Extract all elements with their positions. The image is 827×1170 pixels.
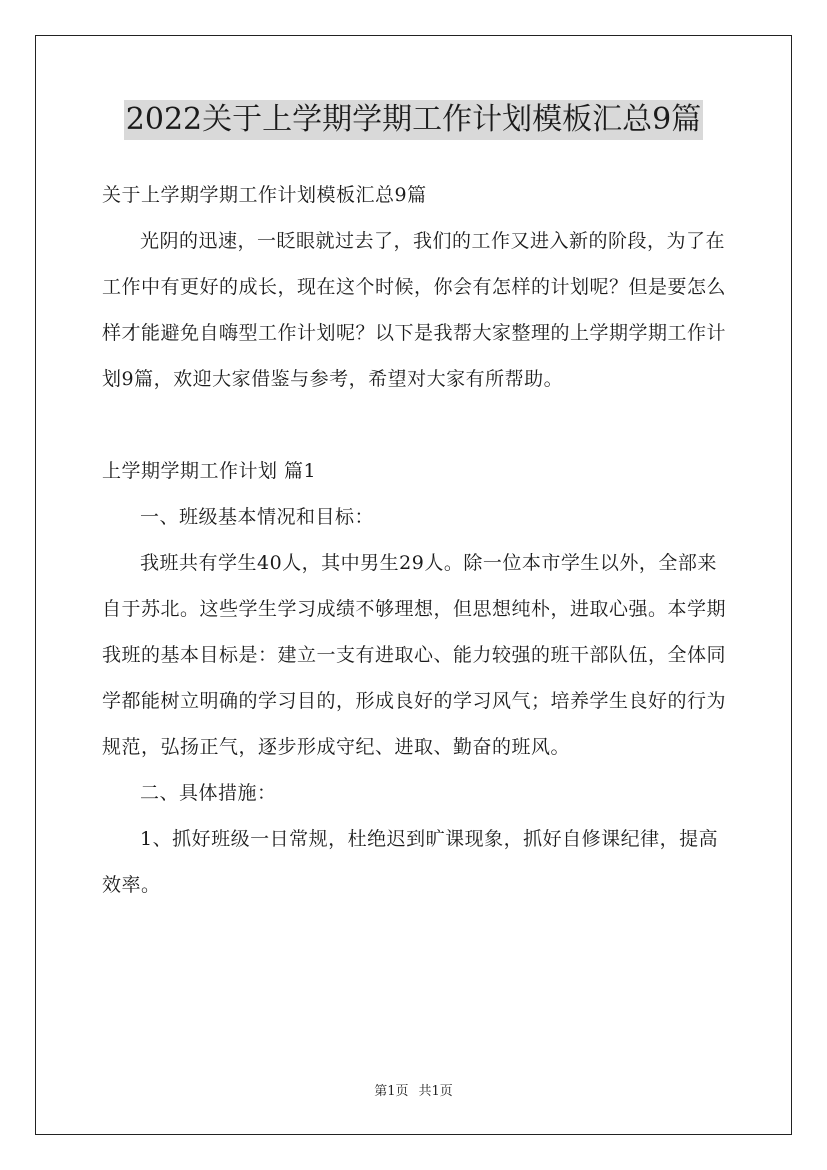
blank-line <box>102 402 732 448</box>
subheading-measures: 二、具体措施： <box>140 782 277 804</box>
document-body <box>102 172 732 908</box>
page-number: 第1页 <box>374 1084 409 1099</box>
page-total: 共1页 <box>418 1084 453 1099</box>
section-heading: 上学期学期工作计划 篇1 <box>102 460 317 482</box>
page-footer <box>0 1083 827 1101</box>
subtitle-paragraph: 关于上学期学期工作计划模板汇总9篇 <box>102 184 427 206</box>
title-container <box>0 100 827 140</box>
subheading-class-situation: 一、班级基本情况和目标： <box>140 506 375 528</box>
measure-item-1: 1、抓好班级一日常规，杜绝迟到旷课现象，抓好自修课纪律，提高效率。 <box>102 828 719 896</box>
document-title: 2022关于上学期学期工作计划模板汇总9篇 <box>124 100 703 140</box>
class-situation-paragraph: 我班共有学生40人，其中男生29人。除一位本市学生以外，全部来自于苏北。这些学生学习成绩不够理想，但思想纯朴，进取心强。本学期我班的基本目标是：建立一支有进取心、能力较强的班干部队伍，全体同学都能树立明确的学习目的，形成良好的学习风气；培养学生良好的行为规范，弘扬正气，逐步形成守纪、进取、勤奋的班风。 <box>102 552 727 758</box>
intro-paragraph: 光阴的迅速，一眨眼就过去了，我们的工作又进入新的阶段，为了在工作中有更好的成长，现在这个时候，你会有怎样的计划呢？但是要怎么样才能避免自嗨型工作计划呢？以下是我帮大家整理的上学期学期工作计划9篇，欢迎大家借鉴与参考，希望对大家有所帮助。 <box>102 230 727 390</box>
